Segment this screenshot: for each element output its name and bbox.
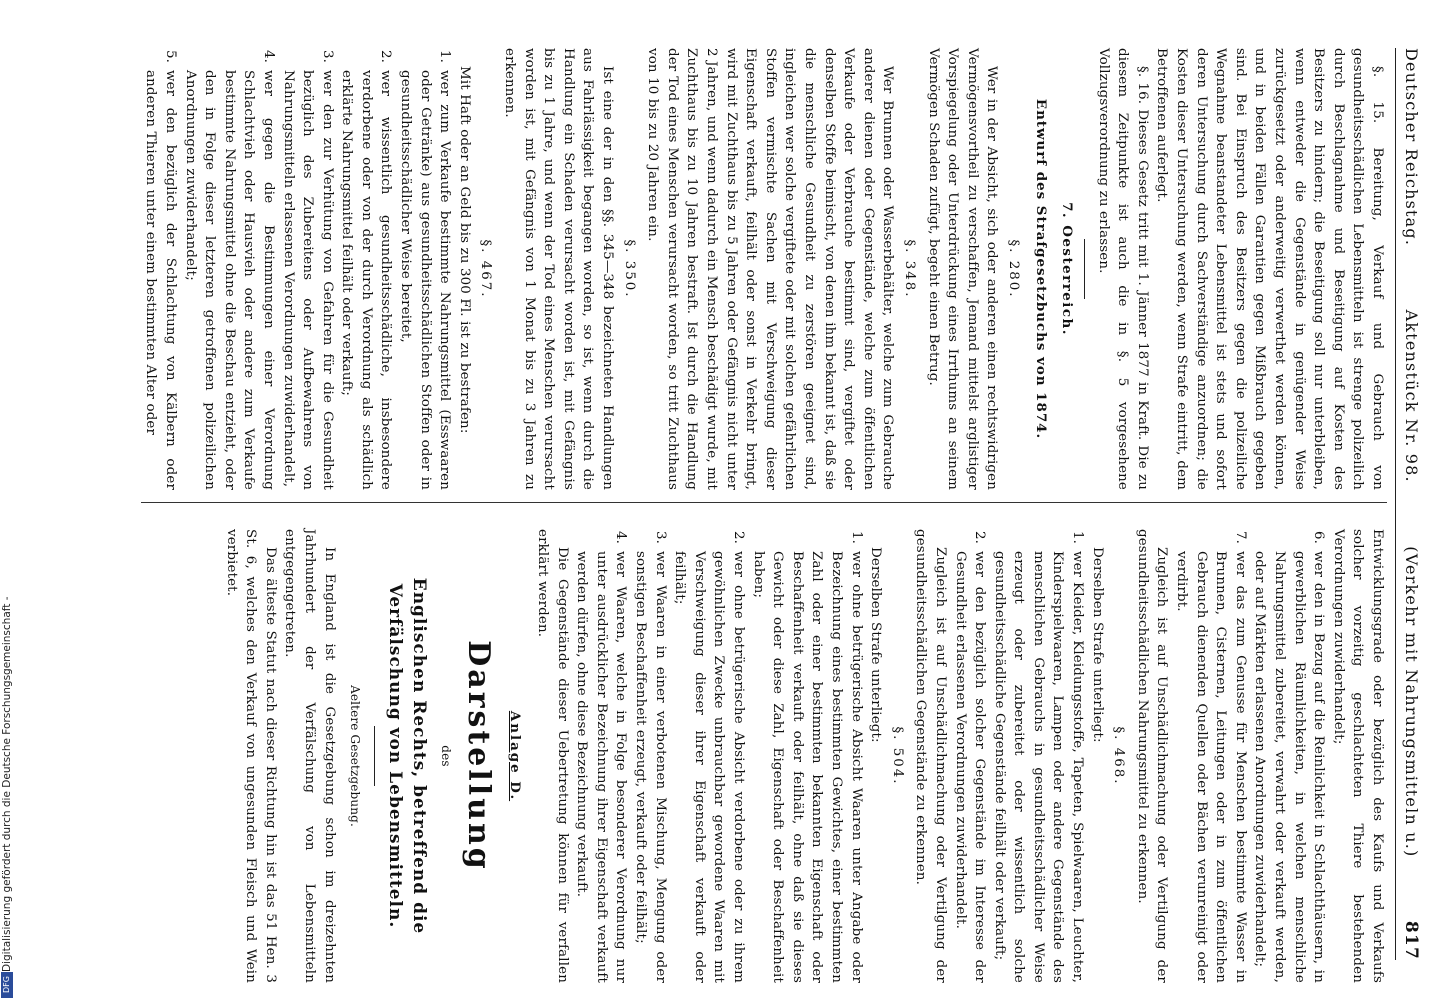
list-item: 5. wer den bezüglich der Schlachtung von Kälbern oder anderen Thieren unter einem bestimmten Alter oder <box>143 50 178 490</box>
header-left: Deutscher Reichstag. <box>1402 48 1421 247</box>
numbered-list <box>141 48 455 490</box>
dfg-logo-icon: DFG <box>1 972 13 998</box>
section-heading: 7. Oesterreich. <box>1059 202 1076 336</box>
appendix-title-connector: des <box>438 745 453 767</box>
paragraph-number: §. 504. <box>889 726 905 786</box>
list-item: 4. wer Waaren, welche in Folge besonderer Verordnung nur unter ausdrücklicher Bezeichnung ihrer Eigenschaft verkauft werden dürfen, ohne diese Bezeichnung verkauft. <box>574 531 629 983</box>
numbered-list <box>572 529 866 983</box>
paragraph: §. 15. Bereitung, Verkauf und Gebrauch von gesundheitsschädlichen Lebensmitteln ist strenge polizeilich durch Beschlagnahme und Beseitigung auf Kosten des Besitzers zu hindern; die Beseitigung soll nur unterbleiben, wenn entweder die Gegenstände in genügender Weise zurückgesetzt oder anderweitig verwerthet werden können, und in beiden Fällen Garantien gegen Mißbrauch gegeben sind. Bei Einspruch des Besitzers gegen die polizeiliche Wegnahme beanstandeter Lebensmittel ist stets und sofort deren Untersuchung durch Sachverständige anzuordnen; die Kosten dieser Untersuchung werden, wenn Strafe eintritt, dem Betroffenen auferlegt. <box>1154 48 1385 490</box>
paragraph: Mit Haft oder an Geld bis zu 300 Fl. ist zu bestrafen: <box>456 66 472 434</box>
list-item: 3. wer Waaren in einer verbotenen Mischung, Mengung oder sonstigen Beschaffenheit erzeugt, verkauft oder feilhält; <box>633 531 668 983</box>
paragraph-number: §. 348. <box>901 239 917 299</box>
list-item: 3. wer den zur Verhütung von Gefahren für die Gesundheit bezüglich des Zubereitens oder Aufbewahrens von Nahrungsmitteln erlassenen Verordnungen zuwiderhandelt, <box>280 50 335 490</box>
page-number: 817 <box>1401 920 1421 960</box>
numbered-list <box>950 529 1087 983</box>
list-item: 1. wer zum Verkaufe bestimmte Nahrungsmittel (Esswaaren oder Getränke) aus gesundheitsschädlichen Stoffen oder in gesundheitsschädlicher Weise bereitet, <box>398 50 453 490</box>
list-item: 2. wer ohne betrügerische Absicht verdorbene oder zu ihrem gewöhnlichen Zwecke unbrauchbar gewordene Waaren mit Verschweigung dieser ihrer Eigenschaft verkauft oder feilhält; <box>672 531 746 983</box>
appendix-subtitle: Englischen Rechts, betreffend die Verfälschung von Lebensmitteln. <box>385 577 430 935</box>
paragraph: Derselben Strafe unterliegt: <box>868 547 884 743</box>
paragraph: Wer in der Absicht, sich oder anderen einen rechtswidrigen Vermögensvortheil zu verschaffen, Jemand mittelst arglistiger Vorspiegelung oder Unterdrückung eines Irrthums an seinem Vermögen Schaden zufügt, begeht einen Betrug. <box>925 48 1000 490</box>
list-item: 1. wer ohne betrügerische Absicht Waaren unter Angabe oder Bezeichnung eines bestimmten Gewichtes, einer bestimmten Zahl oder einer bestimmten bekannten Eigenschaft oder Beschaffenheit verkauft oder feilhält, ohne daß sie dieses Gewicht oder diese Zahl, Eigenschaft oder Beschaffenheit haben; <box>750 531 864 983</box>
list-item: 6. wer den in Bezug auf die Reinlichkeit in Schlachthäusern, in gewerblichen Räumlichkeiten, in welchen menschliche Nahrungsmittel zubereitet, verwahrt oder verkauft werden, oder auf Märkten erlassenen Anordnungen zuwiderhandelt; <box>1252 531 1327 983</box>
paragraph: Zugleich ist auf Unschädlichmachung oder Vertilgung der gesundheitsschädlichen Gegenstände zu erkennen. <box>913 529 948 983</box>
list-item: 1. wer Kleider, Kleidungsstoffe, Tapeten, Spielwaaren, Leuchter, Kinderspielwaaren, Lampen oder andere Gegenstände des menschlichen Gebrauchs in gesundheitsschädlicher Weise erzeugt oder zubereitet oder wissentlich solche gesundheitsschädliche Gegenstände feilhält oder verkauft; <box>991 531 1086 983</box>
appendix-title: Darstellung <box>460 640 496 872</box>
numbered-list <box>1171 529 1328 983</box>
two-column-body <box>141 48 1387 983</box>
right-column <box>141 529 1387 983</box>
subsection-heading: Aeltere Gesetzgebung. <box>348 685 363 827</box>
paragraph-number: §. 467. <box>478 239 494 299</box>
paragraph: Die Gegenstände dieser Uebertretung können für verfallen erklärt werden. <box>535 529 570 983</box>
appendix-label: Anlage D. <box>507 710 524 802</box>
paragraph-number: §. 350. <box>621 239 637 299</box>
header-right: (Verkehr mit Nahrungsmitteln u.) <box>1402 546 1421 858</box>
left-column <box>141 48 1387 503</box>
paragraph: In England ist die Gesetzgebung schon im dreizehnten Jahrhundert der Verfälschung von Lebensmitteln entgegengetreten. <box>282 529 337 983</box>
header-center: Aktenstück Nr. 98. <box>1402 309 1421 483</box>
paragraph: Derselben Strafe unterliegt: <box>1089 547 1105 743</box>
list-item: 7. wer das zum Genusse für Menschen bestimmte Wasser in Brunnen, Cisternen, Leitungen oder in zum öffentlichen Gebrauch dienenden Quellen oder Bächen verunreinigt oder verdirbt. <box>1174 531 1248 983</box>
credit-text: Digitalisierung gefördert durch die Deutsche Forschungsgemeinschaft - <box>1 596 13 972</box>
paragraph: Zugleich ist auf Unschädlichmachung oder Vertilgung der gesundheitsschädlichen Nahrungsmittel zu erkennen. <box>1134 529 1170 983</box>
credit-sidebar <box>0 0 14 1000</box>
list-item: 2. wer den bezüglich solcher Gegenstände im Interesse der Gesundheit erlassenen Verordnungen zuwiderhandelt. <box>952 531 988 983</box>
paragraph: Entwicklungsgrade oder bezüglich des Kaufs und Verkaufs solcher vorzeitig geschlachteten Thiere bestehenden Verordnungen zuwiderhandelt; <box>1330 529 1385 983</box>
section-subheading: Entwurf des Strafgesetzbuchs von 1874. <box>1033 98 1050 440</box>
divider <box>374 726 375 786</box>
divider <box>1084 239 1085 299</box>
paragraph: Ist eine der in den §§. 345—348 bezeichneten Handlungen aus Fahrlässigkeit begangen worden, so ist, wenn durch die Handlung ein Schaden verursacht worden ist, mit Gefängnis bis zu 1 Jahre, und wenn der Tod eines Menschen verursacht worden ist, mit Gefängnis von 1 Monat bis zu 3 Jahren zu erkennen. <box>502 48 616 490</box>
paragraph-number: §. 468. <box>1111 726 1127 786</box>
list-item: 2. wer wissentlich gesundheitsschädliche, insbesondere verdorbene oder von der durch Verordnung als schädlich erklärte Nahrungsmittel feilhält oder verkauft; <box>339 50 394 490</box>
paragraph: §. 16. Dieses Gesetz tritt mit 1. Jänner 1877 in Kraft. Die zu diesem Zeitpunkte ist auch die in §. 5 vorgesehene Vollzugsverordnung zu erlassen. <box>1095 48 1150 490</box>
running-header <box>1395 48 1422 960</box>
list-item: 4. wer gegen die Bestimmungen einer Verordnung Schlachtvieh oder Hausvieh oder andere zum Verkaufe bestimmte Nahrungsmittel ohne die Beschau entzieht, oder den in Folge dieser letzteren getroffenen polizeilichen Anordnungen zuwiderhandelt; <box>182 50 276 490</box>
paragraph: Wer Brunnen oder Wasserbehälter, welche zum Gebrauche anderer dienen oder Gegenstände, welche zum öffentlichen Verkaufe oder Verbrauche bestimmt sind, vergiftet oder denselben Stoffe beimischt, von denen ihm bekannt ist, daß sie die menschliche Gesundheit zu zerstören geeignet sind, ingleichen wer solche vergiftete oder mit solchen gefährlichen Stoffen vermischte Sachen mit Verschweigung dieser Eigenschaft verkauft, feilhält oder sonst in Verkehr bringt, wird mit Zuchthaus bis zu 5 Jahren oder Gefängnis nicht unter 2 Jahren, und wenn dadurch ein Mensch beschädigt wurde, mit Zuchthaus bis zu 10 Jahren bestraft. Ist durch die Handlung der Tod eines Menschen verursacht worden, so tritt Zuchthaus von 10 bis zu 20 Jahren ein. <box>645 48 896 490</box>
paragraph: Das älteste Statut nach dieser Richtung hin ist das 51 Hen. 3 St. 6, welches den Verkauf von ungesunden Fleisch und Wein verbietet. <box>223 529 278 983</box>
paragraph-number: §. 280. <box>1005 239 1021 299</box>
